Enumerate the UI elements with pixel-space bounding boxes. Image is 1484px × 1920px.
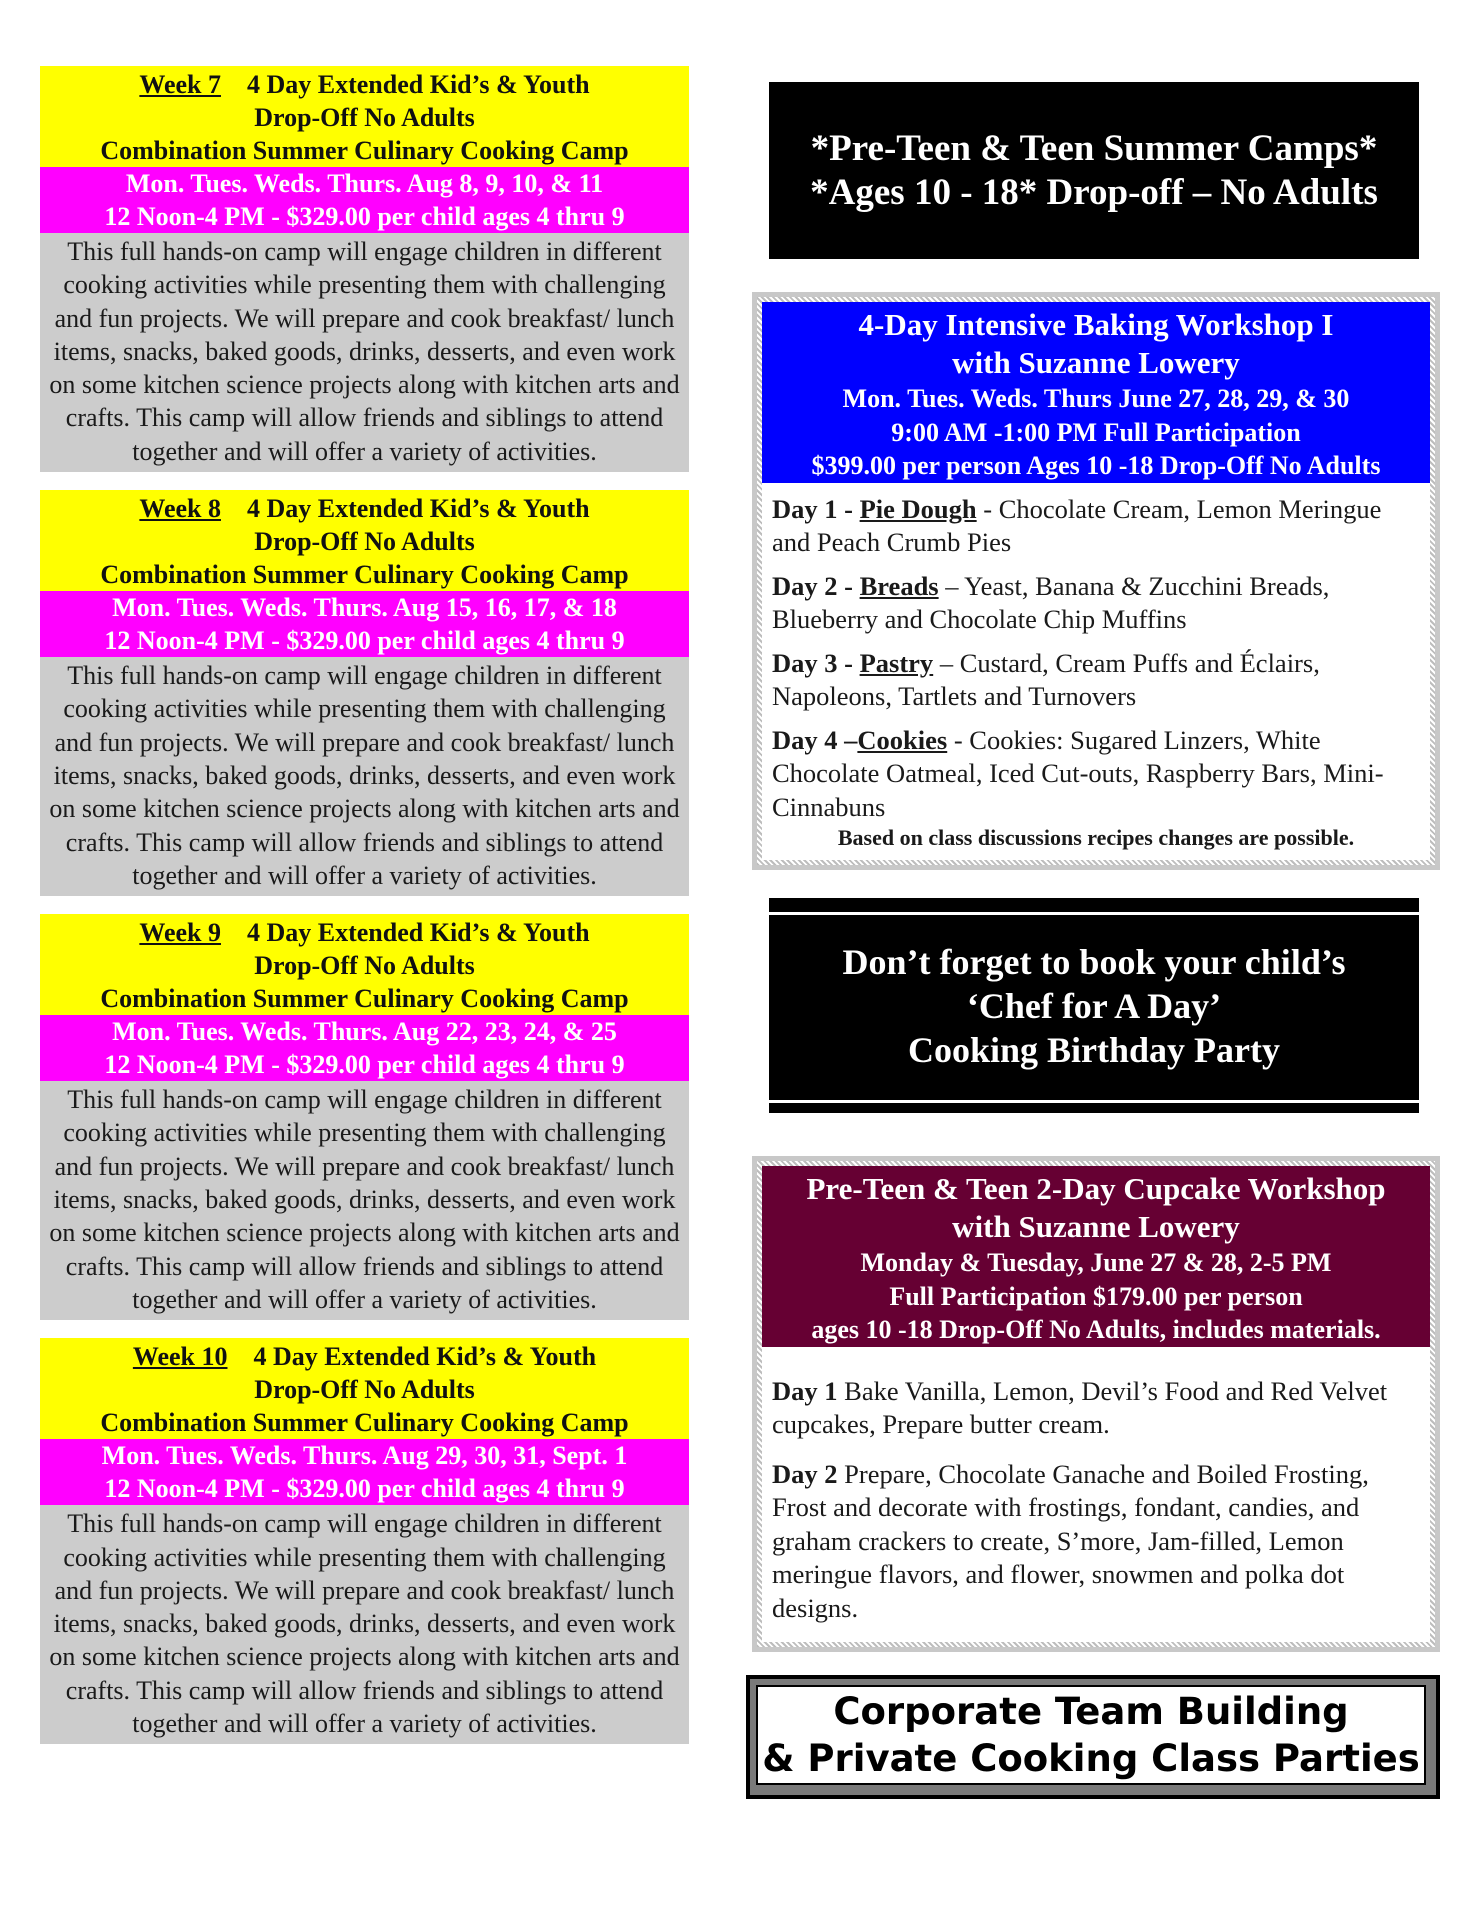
party-banner-rule-bottom <box>769 1100 1419 1103</box>
camp-week-7 <box>40 66 689 472</box>
day-topic: Breads <box>859 570 939 601</box>
day-topic: Pie Dough <box>859 493 977 524</box>
day-label: Day 1 <box>772 1375 838 1406</box>
day-separator: – <box>837 724 858 755</box>
day-topic: Pastry <box>859 647 934 678</box>
camp-type: Combination Summer Culinary Cooking Camp <box>100 984 629 1014</box>
camp-header <box>40 490 689 591</box>
baking-title: 4-Day Intensive Baking Workshop I <box>858 307 1334 342</box>
baking-day-1 <box>762 493 1430 560</box>
day-text: Bake Vanilla, Lemon, Devil’s Food and Red Velvet cupcakes, Prepare butter cream. <box>772 1375 1388 1439</box>
camp-header <box>40 1338 689 1439</box>
camp-dates: Mon. Tues. Weds. Thurs. Aug 22, 23, 24, & 25 <box>112 1017 617 1047</box>
camp-dates: Mon. Tues. Weds. Thurs. Aug 8, 9, 10, & 11 <box>125 169 604 198</box>
camp-type: Combination Summer Culinary Cooking Camp <box>100 136 629 165</box>
camp-description: This full hands-on camp will engage children in different cooking activities while presenting them with challenging and fun projects. We will prepare and cook breakfast/ lunch items, snacks, baked goods, drinks, desserts, and even work on some kitchen science projects along with kitchen arts and crafts. This camp will allow friends and siblings to attend together and will offer a variety of activities. <box>40 233 689 472</box>
camp-dropoff: Drop-Off No Adults <box>254 951 475 981</box>
day-text: – Yeast, Banana & Zucchini Breads, Blueberry and Chocolate Chip Muffins <box>772 570 1330 634</box>
camp-description: This full hands-on camp will engage children in different cooking activities while presenting them with challenging and fun projects. We will prepare and cook breakfast/ lunch items, snacks, baked goods, drinks, desserts, and even work on some kitchen science projects along with kitchen arts and crafts. This camp will allow friends and siblings to attend together and will offer a variety of activities. <box>40 657 689 896</box>
cupcake-dates: Monday & Tuesday, June 27 & 28, 2-5 PM <box>860 1248 1332 1277</box>
camp-price: 12 Noon-4 PM - $329.00 per child ages 4 thru 9 <box>104 626 625 656</box>
teen-camps-banner <box>769 82 1419 259</box>
cupcake-day-1 <box>762 1375 1430 1442</box>
baking-day-2 <box>762 570 1430 637</box>
day-label: Day 2 <box>772 570 838 601</box>
camp-dates: Mon. Tues. Weds. Thurs. Aug 15, 16, 17, & 18 <box>112 593 617 623</box>
camp-schedule <box>40 591 689 657</box>
day-text: Prepare, Chocolate Ganache and Boiled Frosting, Frost and decorate with frostings, fondant, candies, and graham crackers to create, S’more, Jam-filled, Lemon meringue flavors, and flower, snowmen and polka dot designs. <box>772 1458 1369 1623</box>
baking-workshop-box <box>752 292 1440 870</box>
baking-day-4 <box>762 724 1430 825</box>
camp-title: 4 Day Extended Kid’s & Youth <box>246 918 590 948</box>
baking-instructor: with Suzanne Lowery <box>952 345 1240 380</box>
camp-schedule <box>40 1439 689 1505</box>
day-text: - Chocolate Cream, Lemon Meringue and Peach Crumb Pies <box>772 493 1382 557</box>
camp-type: Combination Summer Culinary Cooking Camp <box>100 1408 629 1438</box>
camp-price: 12 Noon-4 PM - $329.00 per child ages 4 thru 9 <box>104 202 625 231</box>
cupcake-ages: ages 10 -18 Drop-Off No Adults, includes materials. <box>811 1315 1381 1344</box>
cupcake-workshop-box <box>752 1156 1440 1652</box>
camp-dropoff: Drop-Off No Adults <box>254 1375 475 1405</box>
camp-price: 12 Noon-4 PM - $329.00 per child ages 4 thru 9 <box>104 1050 625 1080</box>
camp-header <box>40 66 689 167</box>
party-banner-line3: Cooking Birthday Party <box>907 1029 1281 1070</box>
camp-title: 4 Day Extended Kid’s & Youth <box>246 70 590 99</box>
corporate-line2: & Private Cooking Class Parties <box>762 1737 1420 1780</box>
day-separator: - <box>837 570 860 601</box>
corporate-line1: Corporate Team Building <box>833 1690 1349 1733</box>
baking-dates: Mon. Tues. Weds. Thurs June 27, 28, 29, & 30 <box>842 384 1350 413</box>
corporate-banner-inner <box>756 1685 1426 1785</box>
camp-schedule <box>40 167 689 233</box>
camp-type: Combination Summer Culinary Cooking Camp <box>100 560 629 590</box>
camp-dropoff: Drop-Off No Adults <box>254 103 475 132</box>
day-label: Day 3 <box>772 647 838 678</box>
week-label: Week 8 <box>139 494 221 524</box>
camp-description: This full hands-on camp will engage children in different cooking activities while presenting them with challenging and fun projects. We will prepare and cook breakfast/ lunch items, snacks, baked goods, drinks, desserts, and even work on some kitchen science projects along with kitchen arts and crafts. This camp will allow friends and siblings to attend together and will offer a variety of activities. <box>40 1505 689 1744</box>
day-separator: - <box>837 647 860 678</box>
baking-workshop-content <box>762 302 1430 860</box>
birthday-party-banner <box>769 898 1419 1113</box>
cupcake-instructor: with Suzanne Lowery <box>952 1209 1240 1244</box>
camp-week-8 <box>40 490 689 896</box>
camp-schedule <box>40 1015 689 1081</box>
teen-banner-line2: *Ages 10 - 18* Drop-off – No Adults <box>810 171 1378 213</box>
camp-week-10 <box>40 1338 689 1744</box>
corporate-banner <box>746 1675 1440 1799</box>
party-banner-rule-top <box>769 912 1419 915</box>
week-label: Week 9 <box>139 918 221 948</box>
day-label: Day 4 <box>772 724 838 755</box>
party-banner-line1: Don’t forget to book your child’s <box>842 941 1346 982</box>
week-label: Week 10 <box>132 1342 228 1372</box>
day-text: - Cookies: Sugared Linzers, White Chocolate Oatmeal, Iced Cut-outs, Raspberry Bars, Mini-Cinnabuns <box>772 724 1384 822</box>
day-separator: - <box>837 493 860 524</box>
cupcake-day-2 <box>762 1458 1430 1626</box>
cupcake-title: Pre-Teen & Teen 2-Day Cupcake Workshop <box>806 1171 1386 1206</box>
baking-time: 9:00 AM -1:00 PM Full Participation <box>891 417 1301 447</box>
camp-header <box>40 914 689 1015</box>
cupcake-price: Full Participation $179.00 per person <box>889 1281 1303 1311</box>
camp-dates: Mon. Tues. Weds. Thurs. Aug 29, 30, 31, Sept. 1 <box>101 1441 628 1471</box>
camp-description: This full hands-on camp will engage children in different cooking activities while presenting them with challenging and fun projects. We will prepare and cook breakfast/ lunch items, snacks, baked goods, drinks, desserts, and even work on some kitchen science projects along with kitchen arts and crafts. This camp will allow friends and siblings to attend together and will offer a variety of activities. <box>40 1081 689 1320</box>
cupcake-workshop-header <box>762 1166 1430 1347</box>
baking-workshop-header <box>762 302 1430 483</box>
day-label: Day 2 <box>772 1458 838 1489</box>
baking-note: Based on class discussions recipes changes are possible. <box>837 825 1355 850</box>
week-label: Week 7 <box>139 70 221 99</box>
party-banner-line2: ‘Chef for A Day’ <box>966 985 1222 1026</box>
camp-title: 4 Day Extended Kid’s & Youth <box>253 1342 597 1372</box>
baking-price: $399.00 per person Ages 10 -18 Drop-Off No Adults <box>811 451 1381 480</box>
teen-banner-line1: *Pre-Teen & Teen Summer Camps* <box>810 127 1378 169</box>
cupcake-workshop-content <box>762 1166 1430 1642</box>
day-topic: Cookies <box>857 724 948 755</box>
camp-week-9 <box>40 914 689 1320</box>
camp-dropoff: Drop-Off No Adults <box>254 527 475 557</box>
day-label: Day 1 <box>772 493 838 524</box>
baking-day-3 <box>762 647 1430 714</box>
camp-price: 12 Noon-4 PM - $329.00 per child ages 4 thru 9 <box>104 1474 625 1504</box>
camp-title: 4 Day Extended Kid’s & Youth <box>246 494 590 524</box>
kids-camps-column <box>40 66 689 1762</box>
day-text: – Custard, Cream Puffs and Éclairs, Napoleons, Tartlets and Turnovers <box>772 647 1320 711</box>
